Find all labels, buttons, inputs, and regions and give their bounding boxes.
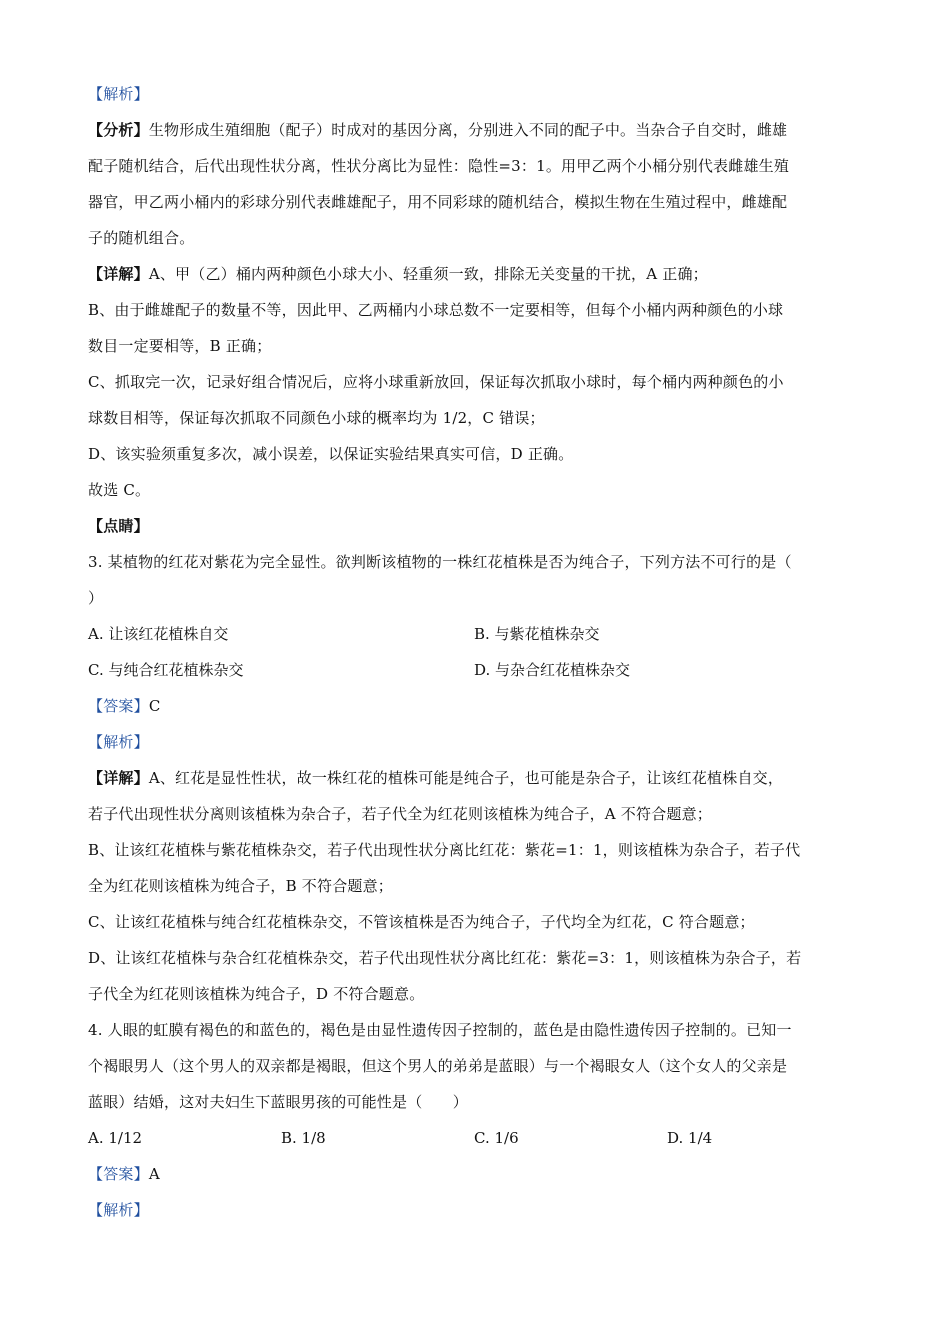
answer-tag: 【答案】 xyxy=(88,1165,149,1183)
question-3-stem: ） xyxy=(88,589,104,607)
option-c: C. 与纯合红花植株杂交 xyxy=(88,661,244,679)
question-4-stem: 个褐眼男人（这个男人的双亲都是褐眼，但这个男人的弟弟是蓝眼）与一个褐眼女人（这个女人的父亲是 xyxy=(88,1057,788,1075)
detail-line xyxy=(88,256,860,292)
analysis-tag: 【分析】 xyxy=(88,121,149,139)
jiexi-tag: 【解析】 xyxy=(88,1201,149,1219)
answer-value: A xyxy=(148,1165,160,1183)
detail-tag: 【详解】 xyxy=(88,265,149,283)
option-a: A. 1/12 xyxy=(88,1129,143,1147)
detail-text: A、甲（乙）桶内两种颜色小球大小、轻重须一致，排除无关变量的干扰，A 正确； xyxy=(148,265,708,283)
question-4-options-row xyxy=(88,1120,860,1156)
analysis-text: 生物形成生殖细胞（配子）时成对的基因分离，分别进入不同的配子中。当杂合子自交时，雌雄 xyxy=(148,121,788,139)
answer-value: C xyxy=(148,697,161,715)
question-4-stem: 4. 人眼的虹膜有褐色的和蓝色的，褐色是由显性遗传因子控制的，蓝色是由隐性遗传因子控制的。已知一 xyxy=(88,1021,792,1039)
detail-tag: 【详解】 xyxy=(88,769,149,787)
detail-text: 若子代出现性状分离则该植株为杂合子，若子代全为红花则该植株为纯合子，A 不符合题意； xyxy=(88,805,713,823)
dianjing-tag: 【点睛】 xyxy=(88,517,149,535)
option-c: C. 1/6 xyxy=(474,1129,519,1147)
detail-text: C、让该红花植株与纯合红花植株杂交，不管该植株是否为纯合子，子代均全为红花，C 符合题意； xyxy=(88,913,755,931)
detail-text: C、抓取完一次，记录好组合情况后，应将小球重新放回，保证每次抓取小球时，每个桶内两种颜色的小 xyxy=(88,373,784,391)
option-d: D. 与杂合红花植株杂交 xyxy=(474,661,631,679)
detail-text: D、让该红花植株与杂合红花植株杂交，若子代出现性状分离比红花：紫花=3：1，则该植株为杂合子，若 xyxy=(88,949,802,967)
question-3-stem: 3. 某植物的红花对紫花为完全显性。欲判断该植物的一株红花植株是否为纯合子，下列方法不可行的是（ xyxy=(88,553,792,571)
question-4-stem: 蓝眼）结婚，这对夫妇生下蓝眼男孩的可能性是（ ） xyxy=(88,1093,469,1111)
detail-line xyxy=(88,760,860,796)
detail-text: A、红花是显性性状，故一株红花的植株可能是纯合子，也可能是杂合子，让该红花植株自交， xyxy=(148,769,784,787)
detail-text: D、该实验须重复多次，减小误差，以保证实验结果真实可信，D 正确。 xyxy=(88,445,574,463)
jiexi-tag: 【解析】 xyxy=(88,85,149,103)
answer-tag: 【答案】 xyxy=(88,697,149,715)
answer-line xyxy=(88,688,860,724)
detail-text: 数目一定要相等，B 正确； xyxy=(88,337,272,355)
analysis-text: 子的随机组合。 xyxy=(88,229,195,247)
answer-line xyxy=(88,1156,860,1192)
analysis-line xyxy=(88,112,860,148)
conclusion-text: 故选 C。 xyxy=(88,481,151,499)
detail-text: 全为红花则该植株为纯合子，B 不符合题意； xyxy=(88,877,393,895)
detail-text: 球数目相等，保证每次抓取不同颜色小球的概率均为 1/2，C 错误； xyxy=(88,409,545,427)
analysis-text: 器官，甲乙两小桶内的彩球分别代表雌雄配子，用不同彩球的随机结合，模拟生物在生殖过程中，雌雄配 xyxy=(88,193,788,211)
option-d: D. 1/4 xyxy=(667,1129,713,1147)
question-3-options-row xyxy=(88,652,860,688)
analysis-text: 配子随机结合，后代出现性状分离，性状分离比为显性：隐性=3：1。用甲乙两个小桶分别代表雌雄生殖 xyxy=(88,157,790,175)
jiexi-tag: 【解析】 xyxy=(88,733,149,751)
detail-text: 子代全为红花则该植株为纯合子，D 不符合题意。 xyxy=(88,985,425,1003)
detail-text: B、让该红花植株与紫花植株杂交，若子代出现性状分离比红花：紫花=1：1，则该植株为杂合子，若子代 xyxy=(88,841,801,859)
document-page xyxy=(88,76,860,1228)
question-3-options-row xyxy=(88,616,860,652)
option-b: B. 与紫花植株杂交 xyxy=(474,625,600,643)
option-a: A. 让该红花植株自交 xyxy=(88,625,229,643)
option-b: B. 1/8 xyxy=(281,1129,326,1147)
detail-text: B、由于雌雄配子的数量不等，因此甲、乙两桶内小球总数不一定要相等，但每个小桶内两种颜色的小球 xyxy=(88,301,784,319)
